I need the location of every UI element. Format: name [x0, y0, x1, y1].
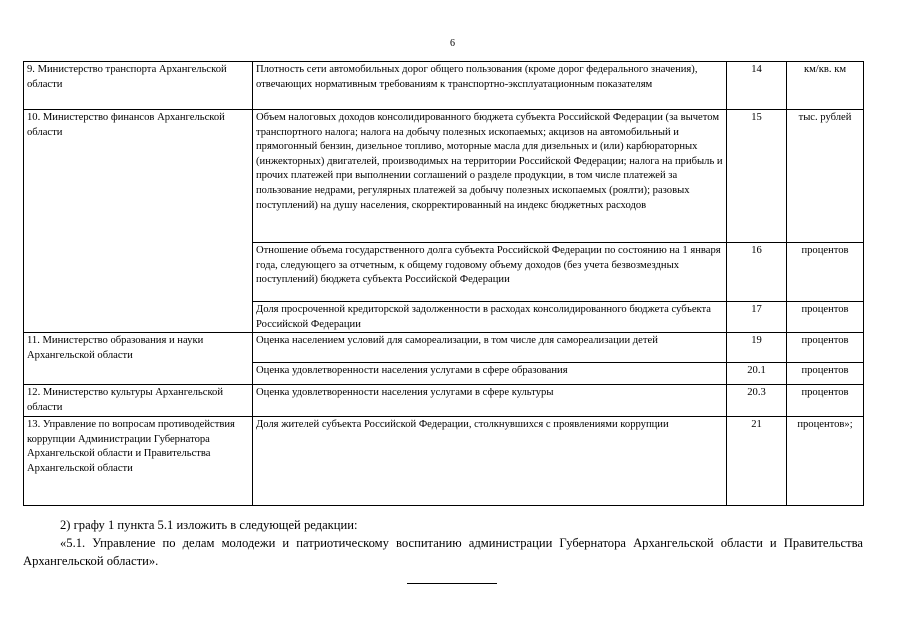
table-row: [24, 110, 864, 243]
indicator-cell: Доля просроченной кредиторской задолженности в расходах консолидированного бюджета субъекта Российской Федерации: [253, 302, 727, 333]
indicator-unit: процентов»;: [787, 417, 864, 506]
indicator-number: 15: [727, 110, 787, 243]
indicator-unit: км/кв. км: [787, 62, 864, 110]
indicator-number: 21: [727, 417, 787, 506]
indicator-cell: Оценка удовлетворенности населения услугами в сфере культуры: [253, 385, 727, 417]
amendment-paragraph: 2) графу 1 пункта 5.1 изложить в следующей редакции:: [60, 518, 358, 532]
table-row: [24, 417, 864, 506]
indicators-table: [23, 61, 864, 506]
indicator-unit: процентов: [787, 385, 864, 417]
org-cell: 12. Министерство культуры Архангельской области: [24, 385, 253, 417]
page-number: 6: [450, 38, 455, 49]
org-cell: 11. Министерство образования и науки Архангельской области: [24, 333, 253, 385]
indicator-unit: процентов: [787, 302, 864, 333]
indicator-number: 16: [727, 243, 787, 302]
indicator-cell: Отношение объема государственного долга субъекта Российской Федерации по состоянию на 1 января года, следующего за отчетным, к общему годовому объему доходов (без учета безвозмездных поступлений) бюджета субъекта Российской Федерации: [253, 243, 727, 302]
indicator-unit: тыс. рублей: [787, 110, 864, 243]
indicator-number: 14: [727, 62, 787, 110]
table-row: [24, 62, 864, 110]
org-cell: 10. Министерство финансов Архангельской области: [24, 110, 253, 333]
indicator-unit: процентов: [787, 243, 864, 302]
indicator-cell: Оценка удовлетворенности населения услугами в сфере образования: [253, 363, 727, 385]
indicator-cell: Объем налоговых доходов консолидированного бюджета субъекта Российской Федерации (за вычетом транспортного налога; налога на добычу полезных ископаемых; акцизов на автомобильный и прямогонный бензин, дизельное топливо, моторные масла для дизельных и (или) карбюраторных (инжекторных) двигателей, производимых на территории Российской Федерации; налога на прибыль и прочих платежей при выполнении соглашений о разделе продукции, в том числе платежей за пользование недрами, регулярных платежей за добычу полезных ископаемых (роялти); разовых поступлений) на душу населения, скорректированный на индекс бюджетных расходов: [253, 110, 727, 243]
amendment-text: «5.1. Управление по делам молодежи и патриотическому воспитанию администрации Губернатора Архангельской области и Правительства Архангельской области».: [23, 536, 863, 568]
org-cell: 13. Управление по вопросам противодействия коррупции Администрации Губернатора Архангельской области и Правительства Архангельской области: [24, 417, 253, 506]
indicator-unit: процентов: [787, 333, 864, 363]
indicator-cell: Доля жителей субъекта Российской Федерации, столкнувшихся с проявлениями коррупции: [253, 417, 727, 506]
indicator-number: 19: [727, 333, 787, 363]
indicator-cell: Оценка населением условий для самореализации, в том числе для самореализации детей: [253, 333, 727, 363]
indicator-cell: Плотность сети автомобильных дорог общего пользования (кроме дорог федерального значения), отвечающих нормативным требованиям к транспортно-эксплуатационным показателям: [253, 62, 727, 110]
table-row: [24, 333, 864, 363]
end-separator-line: [407, 583, 497, 584]
indicator-number: 17: [727, 302, 787, 333]
table-row: [24, 385, 864, 417]
indicator-number: 20.1: [727, 363, 787, 385]
indicator-number: 20.3: [727, 385, 787, 417]
org-cell: 9. Министерство транспорта Архангельской области: [24, 62, 253, 110]
indicator-unit: процентов: [787, 363, 864, 385]
